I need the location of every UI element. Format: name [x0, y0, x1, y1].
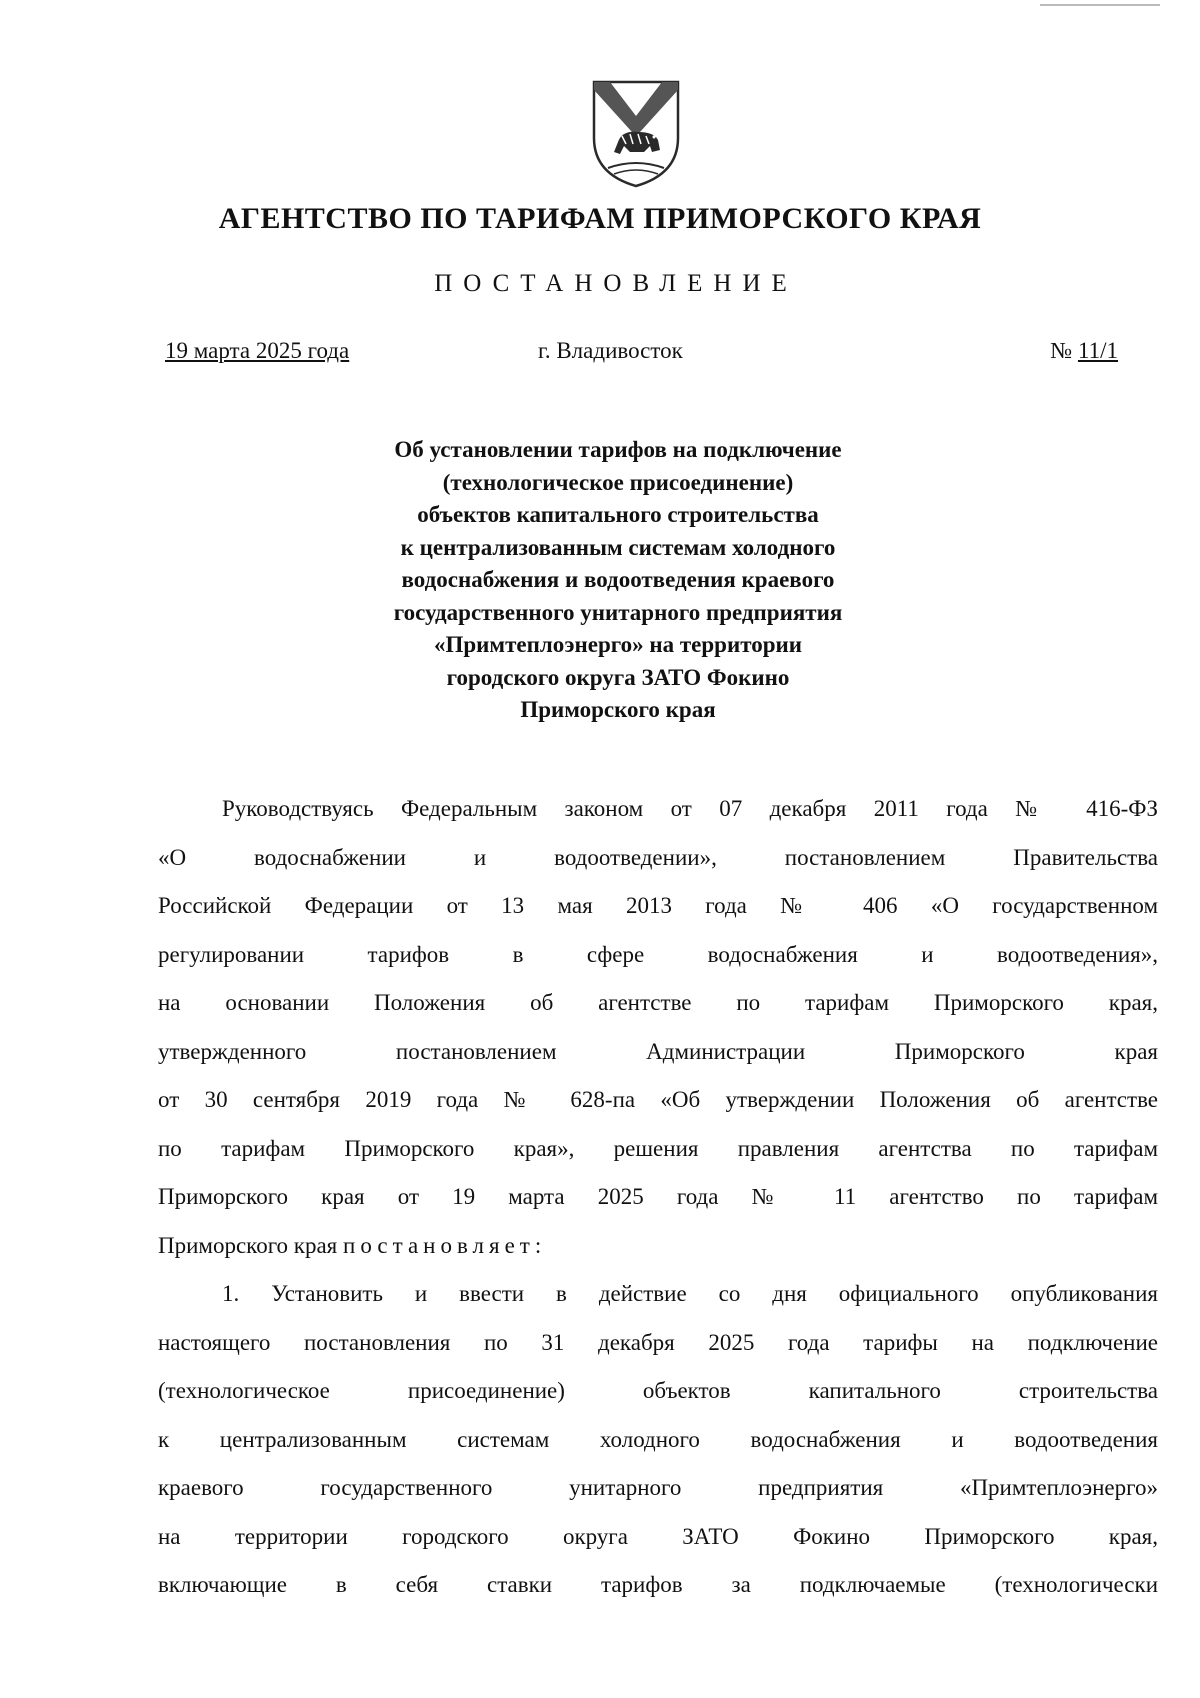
document-body	[158, 789, 1158, 1614]
body-line: Приморского края от 19 марта 2025 года № 11 агентство по тарифам	[158, 1184, 1158, 1209]
title-line: Об установлении тарифов на подключение	[394, 437, 842, 462]
coat-of-arms-icon	[588, 76, 684, 190]
number-prefix: №	[1050, 338, 1073, 363]
document-city: г. Владивосток	[538, 338, 683, 363]
body-line: Российской Федерации от 13 мая 2013 года № 406 «О государственном	[158, 893, 1158, 918]
title-line: городского округа ЗАТО Фокино	[446, 664, 790, 690]
agency-name: АГЕНТСТВО ПО ТАРИФАМ ПРИМОРСКОГО КРАЯ	[218, 202, 982, 235]
title-line: объектов капитального строительства	[417, 502, 819, 527]
resolution-verb: постановляет:	[343, 1232, 547, 1258]
body-line: утвержденного постановлением Администрации Приморского края	[158, 1038, 1158, 1064]
scan-edge-mark	[1040, 4, 1160, 6]
document-type: ПОСТАНОВЛЕНИЕ	[434, 270, 798, 297]
body-line: по тарифам Приморского края», решения правления агентства по тарифам	[158, 1135, 1158, 1161]
title-line: к централизованным системам холодного	[400, 534, 836, 560]
body-line: 1. Установить и ввести в действие со дня официального опубликования	[222, 1281, 1158, 1306]
body-line: на территории городского округа ЗАТО Фокино Приморского края,	[158, 1523, 1158, 1549]
body-line: краевого государственного унитарного предприятия «Примтеплоэнерго»	[158, 1475, 1158, 1500]
body-line: (технологическое присоединение) объектов капитального строительства	[158, 1378, 1158, 1403]
body-line: настоящего постановления по 31 декабря 2025 года тарифы на подключение	[158, 1329, 1158, 1355]
body-line: Руководствуясь Федеральным законом от 07 декабря 2011 года № 416-ФЗ	[222, 796, 1158, 821]
body-line	[158, 1226, 1158, 1275]
body-line: регулировании тарифов в сфере водоснабжения и водоотведения»,	[158, 941, 1158, 967]
title-line: (технологическое присоединение)	[442, 469, 794, 495]
body-line: на основании Положения об агентстве по тарифам Приморского края,	[158, 990, 1158, 1015]
title-line: «Примтеплоэнерго» на территории	[434, 632, 802, 657]
body-line: включающие в себя ставки тарифов за подключаемые (технологически	[158, 1572, 1158, 1597]
title-line: государственного унитарного предприятия	[393, 599, 843, 625]
body-line: к централизованным системам холодного водоснабжения и водоотведения	[158, 1426, 1158, 1452]
title-line: Приморского края	[520, 697, 716, 722]
document-title	[300, 434, 936, 727]
document-number	[1050, 338, 1118, 364]
title-line: водоснабжения и водоотведения краевого	[401, 567, 835, 592]
document-date: 19 марта 2025 года	[165, 338, 350, 363]
body-line-text: Приморского края	[158, 1232, 338, 1258]
body-line: от 30 сентября 2019 года № 628-па «Об утверждении Положения об агентстве	[158, 1087, 1158, 1112]
number-value: 11/1	[1077, 338, 1118, 363]
body-line: «О водоснабжении и водоотведении», постановлением Правительства	[158, 844, 1158, 870]
